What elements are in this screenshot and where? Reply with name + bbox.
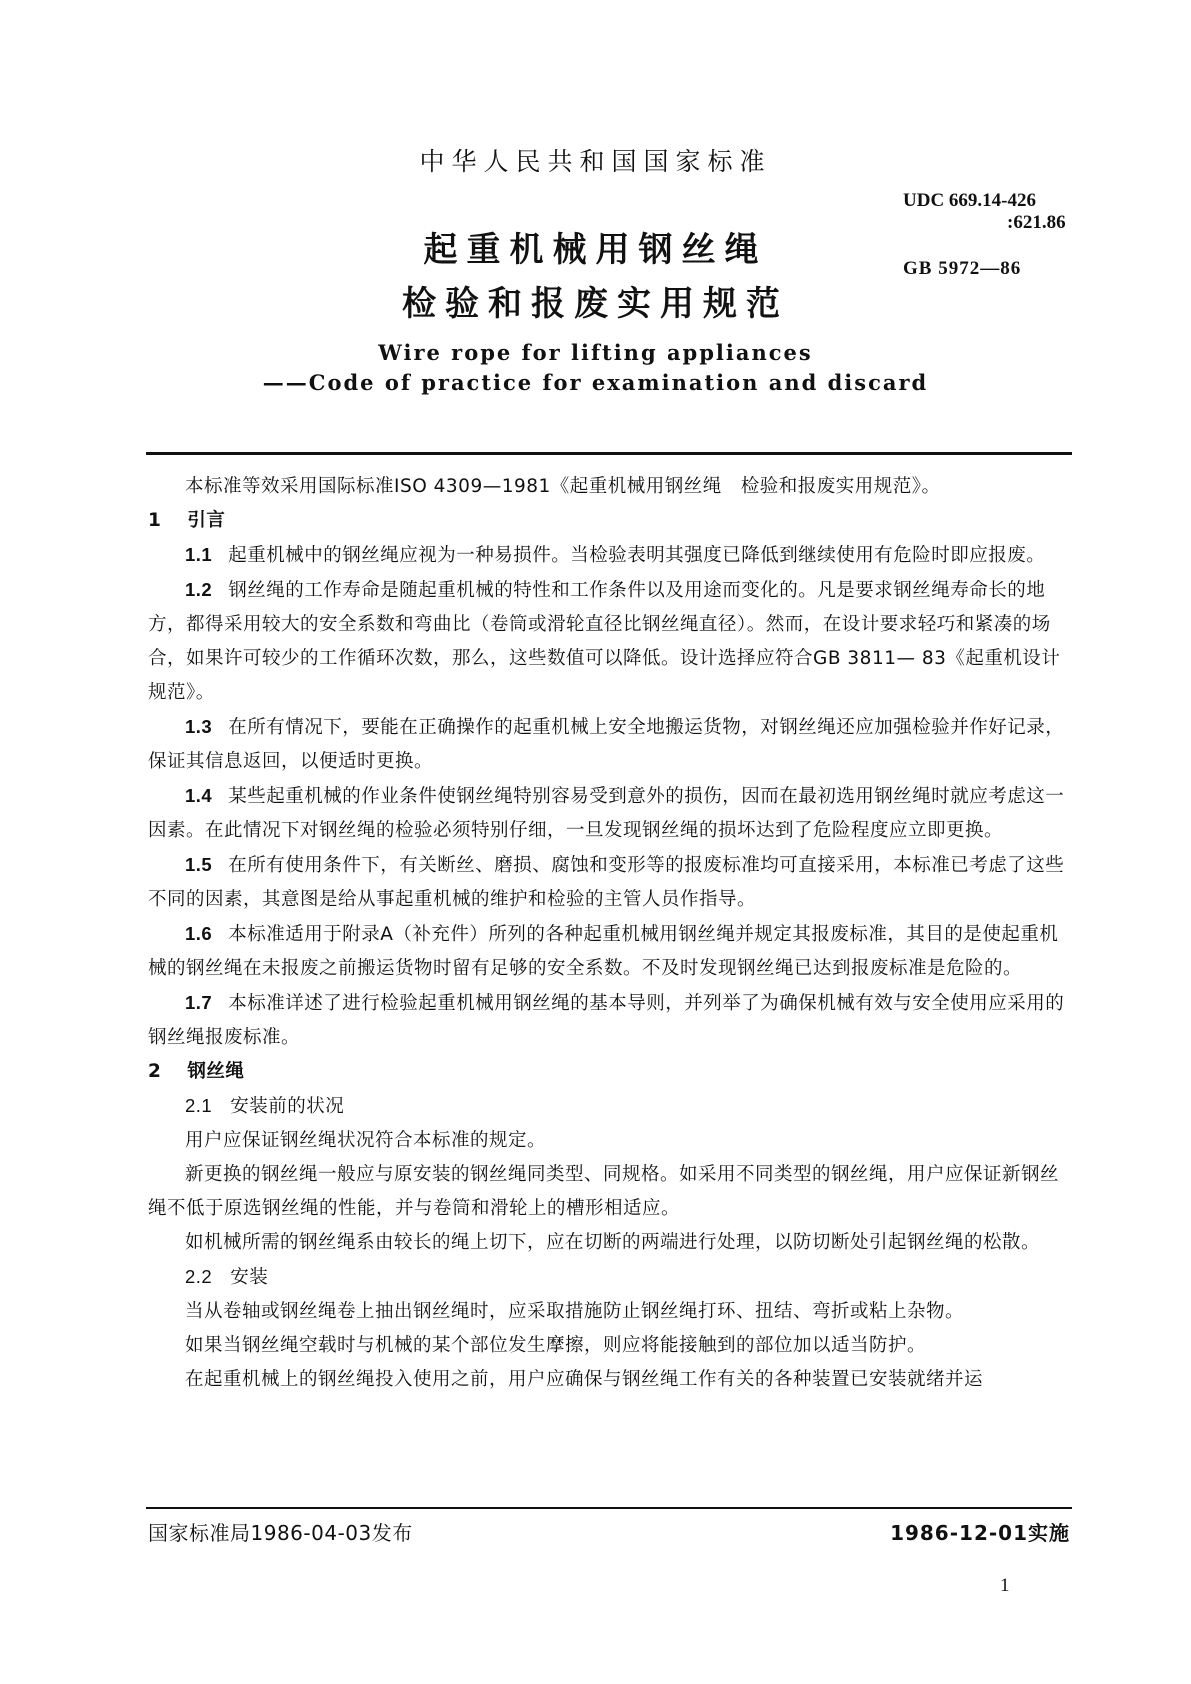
subsection-title: 安装前的状况 xyxy=(230,1096,345,1117)
clause-1-5 xyxy=(148,848,1070,917)
intro-paragraph: 本标准等效采用国际标准ISO 4309—1981《起重机械用钢丝绳 检验和报废实用规范》。 xyxy=(185,476,941,497)
clause-text: 在所有使用条件下，有关断丝、磨损、腐蚀和变形等的报废标准均可直接采用，本标准已考虑了这些不同的因素，其意图是给从事起重机械的维护和检验的主管人员作指导。 xyxy=(148,855,1065,910)
title-en-line1: Wire rope for lifting appliances xyxy=(378,340,813,365)
section-2-title: 钢丝绳 xyxy=(187,1061,245,1082)
clause-number: 1.7 xyxy=(185,992,213,1013)
clause-text: 在所有情况下，要能在正确操作的起重机械上安全地搬运货物，对钢丝绳还应加强检验并作好记录，保证其信息返回，以便适时更换。 xyxy=(148,717,1065,772)
clause-number: 1.1 xyxy=(185,544,213,565)
clause-1-4 xyxy=(148,779,1070,848)
udc-code-1: 669.14-426 xyxy=(948,190,1036,211)
section-2-number: 2 xyxy=(148,1061,162,1082)
paragraph: 在起重机械上的钢丝绳投入使用之前，用户应确保与钢丝绳工作有关的各种装置已安装就绪并运 xyxy=(185,1369,984,1390)
clause-number: 1.5 xyxy=(185,854,213,875)
section-1-heading xyxy=(148,504,1070,538)
title-cn-line2: 检验和报废实用规范 xyxy=(402,284,789,324)
subsection-number: 2.2 xyxy=(185,1266,213,1287)
effective-date: 1986-12-01实施 xyxy=(890,1521,1070,1545)
paragraph: 当从卷轴或钢丝绳卷上抽出钢丝绳时，应采取措施防止钢丝绳打环、扭结、弯折或粘上杂物。 xyxy=(185,1301,965,1322)
page-number: 1 xyxy=(1000,1575,1010,1596)
udc-classification xyxy=(903,190,1066,234)
subsection-2-1-heading xyxy=(148,1089,1070,1124)
issue-date: 国家标准局1986-04-03发布 xyxy=(148,1521,413,1545)
udc-code-2: :621.86 xyxy=(1007,212,1066,233)
clause-text: 某些起重机械的作业条件使钢丝绳特别容易受到意外的损伤，因而在最初选用钢丝绳时就应考虑这一因素。在此情况下对钢丝绳的检验必须特别仔细，一旦发现钢丝绳的损坏达到了危险程度应立即更换。 xyxy=(148,786,1065,841)
clause-text: 钢丝绳的工作寿命是随起重机械的特性和工作条件以及用途而变化的。凡是要求钢丝绳寿命长的地方，都得采用较大的安全系数和弯曲比（卷筒或滑轮直径比钢丝绳直径）。然而，在设计要求轻巧和紧凑的场合，如果许可较少的工作循环次数，那么，这些数值可以降低。设计选择应符合GB 3811— 83《起重机设计规范》。 xyxy=(148,580,1061,703)
paragraph: 如机械所需的钢丝绳系由较长的绳上切下，应在切断的两端进行处理，以防切断处引起钢丝绳的松散。 xyxy=(185,1232,1041,1253)
title-en-line2: ——Code of practice for examination and discard xyxy=(262,370,929,395)
paragraph: 新更换的钢丝绳一般应与原安装的钢丝绳同类型、同规格。如采用不同类型的钢丝绳，用户应保证新钢丝绳不低于原选钢丝绳的性能，并与卷筒和滑轮上的槽形相适应。 xyxy=(148,1164,1060,1219)
section-1-title: 引言 xyxy=(187,510,226,531)
clause-1-7 xyxy=(148,986,1070,1055)
clause-number: 1.6 xyxy=(185,923,213,944)
subsection-number: 2.1 xyxy=(185,1095,213,1116)
document-body xyxy=(148,470,1070,1397)
clause-1-6 xyxy=(148,917,1070,986)
clause-text: 本标准详述了进行检验起重机械用钢丝绳的基本导则，并列举了为确保机械有效与安全使用应采用的钢丝绳报废标准。 xyxy=(148,993,1065,1048)
section-2-heading xyxy=(148,1055,1070,1089)
clause-text: 本标准适用于附录A（补充件）所列的各种起重机械用钢丝绳并规定其报废标准，其目的是使起重机械的钢丝绳在未报废之前搬运货物时留有足够的安全系数。不及时发现钢丝绳已达到报废标准是危险的。 xyxy=(148,924,1059,979)
subsection-title: 安装 xyxy=(230,1267,269,1288)
clause-1-3 xyxy=(148,710,1070,779)
footer-divider xyxy=(146,1507,1072,1509)
udc-label: UDC xyxy=(903,190,945,211)
gb-number: GB 5972—86 xyxy=(903,258,1022,279)
paragraph: 如果当钢丝绳空载时与机械的某个部位发生摩擦，则应将能接触到的部位加以适当防护。 xyxy=(185,1335,927,1356)
clause-number: 1.4 xyxy=(185,785,213,806)
paragraph: 用户应保证钢丝绳状况符合本标准的规定。 xyxy=(185,1130,547,1151)
clause-number: 1.2 xyxy=(185,579,213,600)
clause-1-1 xyxy=(148,538,1070,573)
header-divider xyxy=(146,452,1072,455)
clause-text: 起重机械中的钢丝绳应视为一种易损件。当检验表明其强度已降低到继续使用有危险时即应报废。 xyxy=(228,545,1046,566)
title-cn-line1: 起重机械用钢丝绳 xyxy=(423,230,768,270)
clause-1-2 xyxy=(148,573,1070,710)
section-1-number: 1 xyxy=(148,510,162,531)
country-standard-heading: 中华人民共和国国家标准 xyxy=(419,147,772,176)
clause-number: 1.3 xyxy=(185,716,213,737)
subsection-2-2-heading xyxy=(148,1260,1070,1295)
